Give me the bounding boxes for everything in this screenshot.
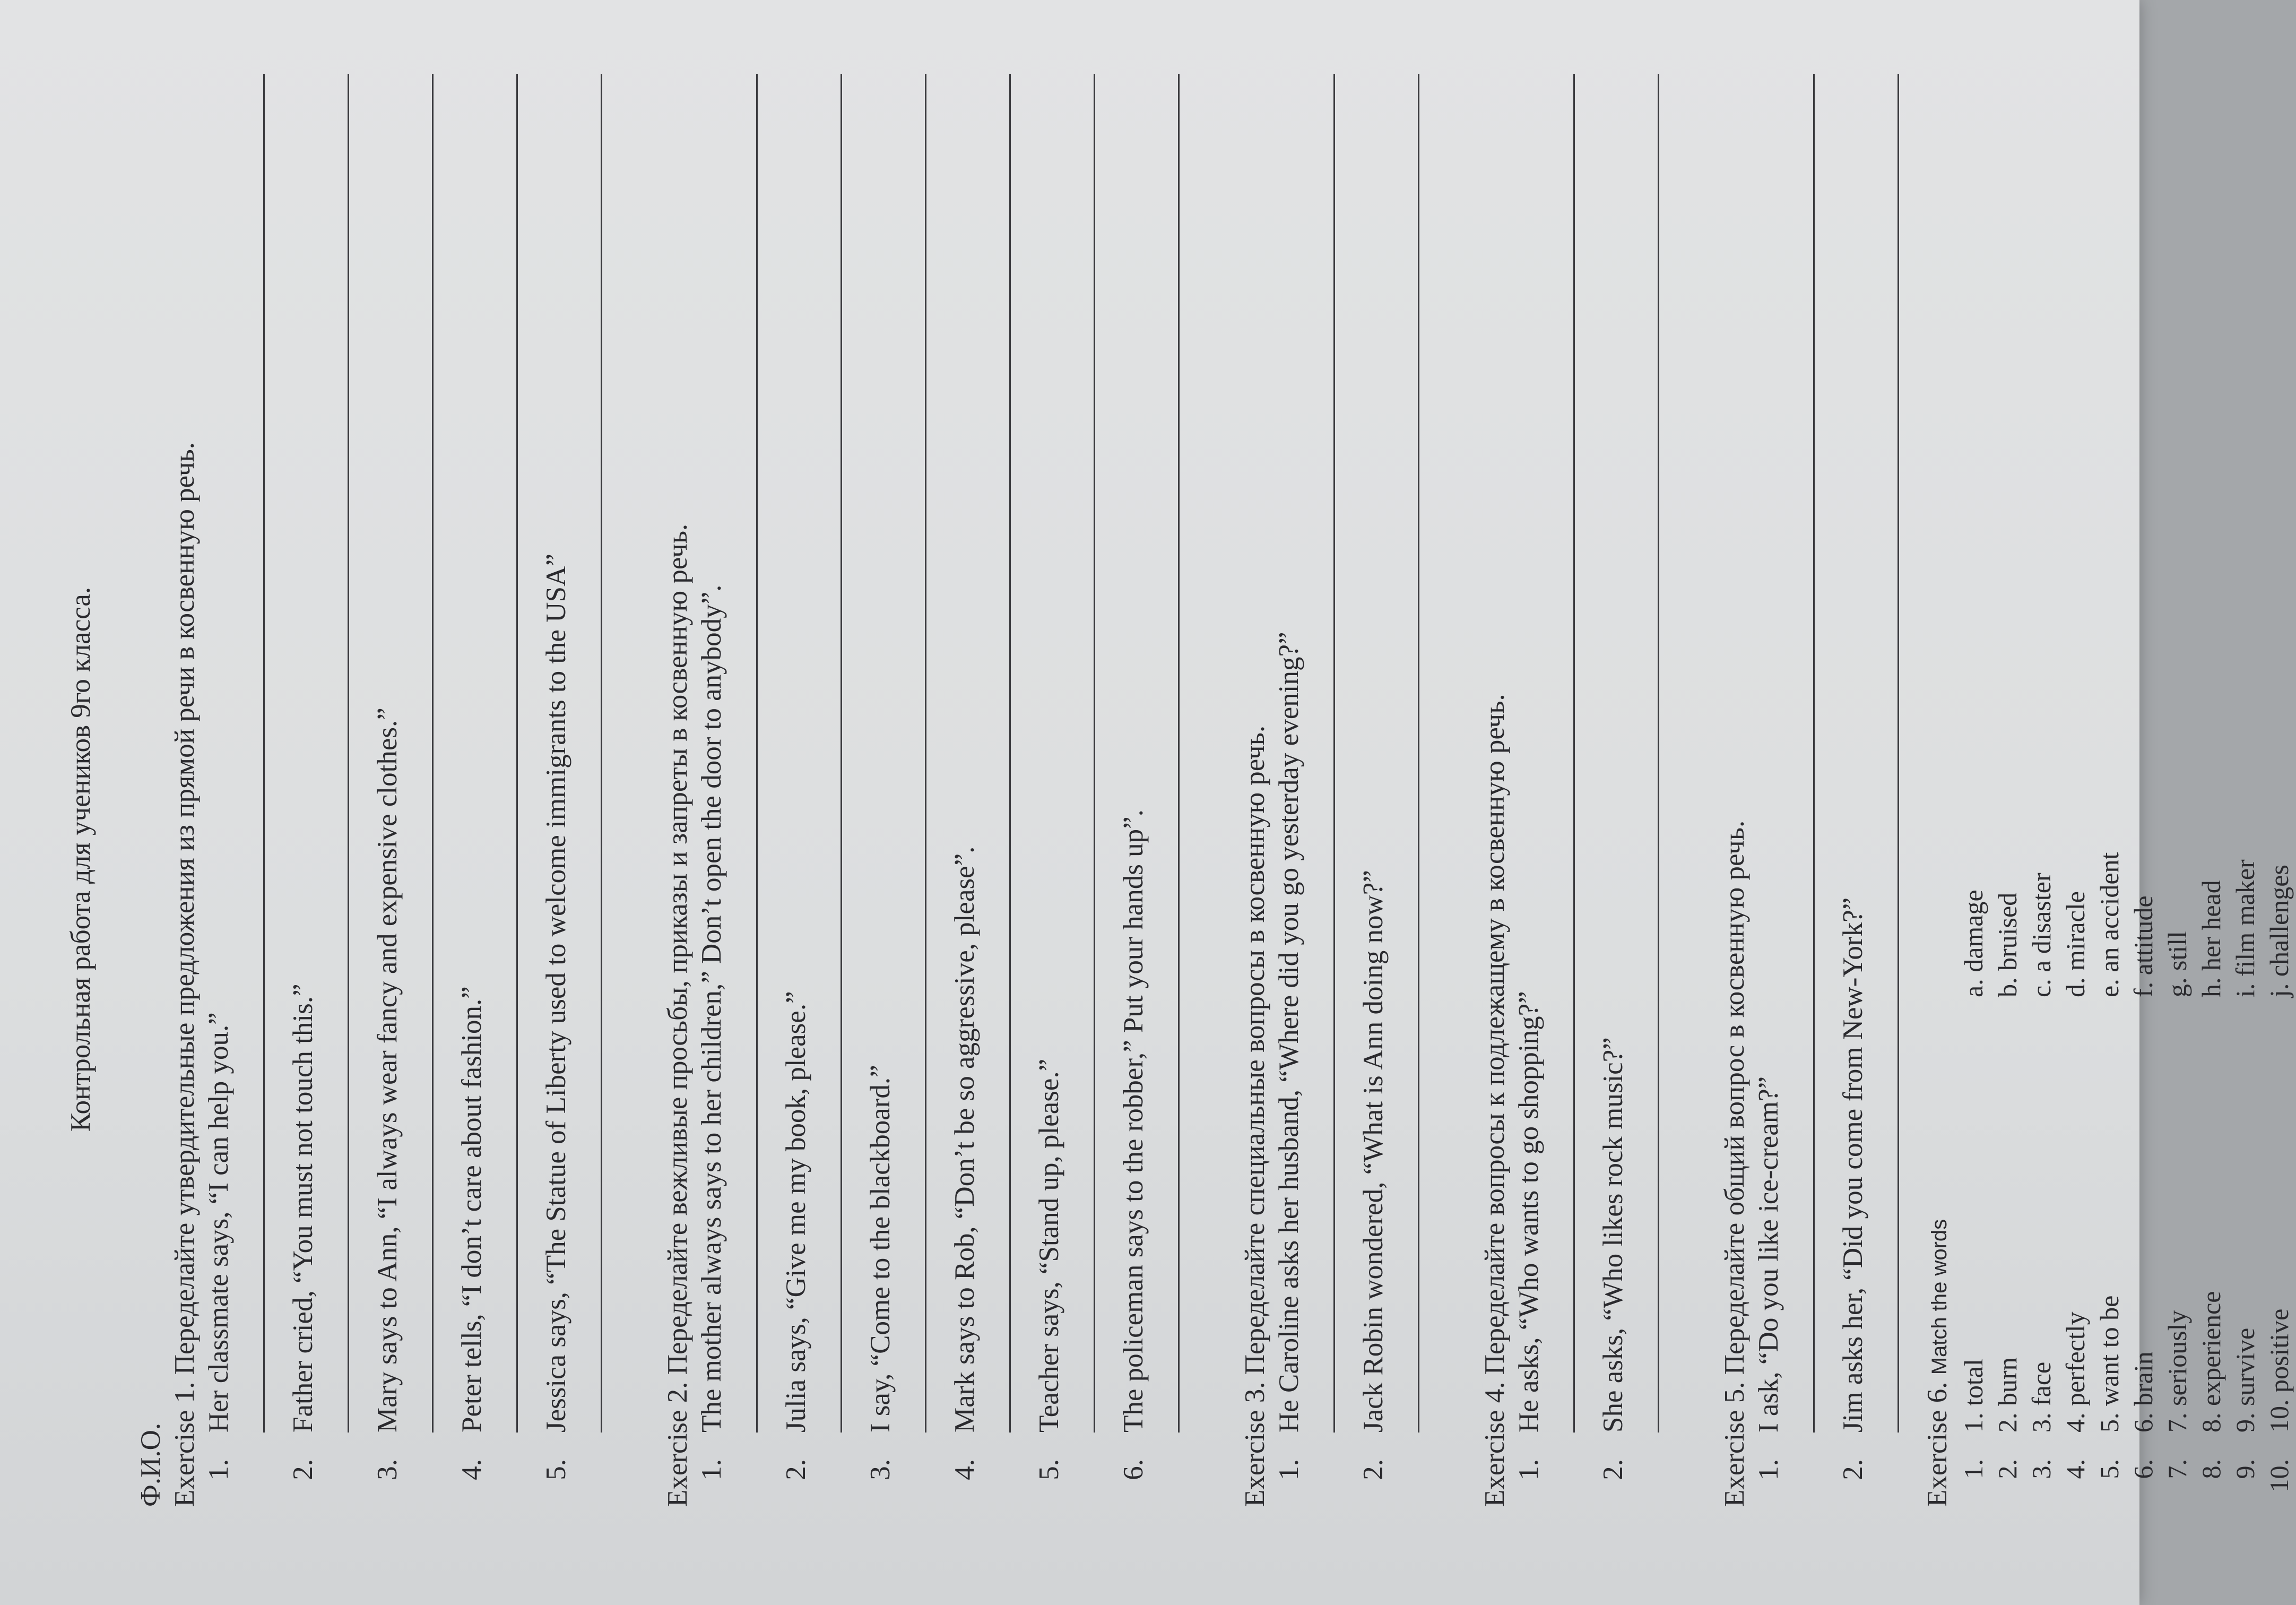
exercise-6-title [1920, 74, 1956, 1507]
match-number: 3. [2026, 1459, 2056, 1479]
answer-line[interactable] [925, 74, 926, 1433]
exercise-5-item-1 [1752, 74, 1786, 1507]
exercise-4-item-1 [1512, 74, 1546, 1507]
match-number: 7. [2162, 1459, 2192, 1479]
item-number: 4. [456, 1459, 487, 1480]
match-numbers [1956, 1433, 2296, 1507]
match-right-word: b. bruised [1992, 892, 2022, 997]
item-number: 4. [949, 1459, 980, 1480]
exercise-1-item-3 [370, 74, 404, 1507]
item-text: I ask, “Do you like ice-cream?” [1753, 1076, 1784, 1433]
item-text: He asks, “Who wants to go shopping?” [1513, 991, 1544, 1433]
match-right-word: j. challenges [2264, 865, 2294, 997]
exercise-5-item-2 [1836, 74, 1870, 1507]
answer-line[interactable] [1573, 74, 1575, 1433]
item-text: Julia says, “Give me my book, please.” [781, 991, 811, 1433]
item-text: She asks, “Who likes rock music?” [1598, 1037, 1628, 1433]
item-text: Teacher says, “Stand up, please.” [1034, 1058, 1064, 1433]
item-text: Peter tells, “I don’t care about fashion.” [456, 986, 487, 1433]
match-left-word: 8. experience [2196, 1291, 2226, 1433]
answer-line[interactable] [841, 74, 842, 1433]
exercise-3-title: Exercise 3. Переделайте специальные вопросы в косвенную речь. [1240, 725, 1270, 1507]
match-left-word: 9. survive [2230, 1327, 2260, 1433]
answer-line[interactable] [1094, 74, 1095, 1433]
item-text: Mark says to Rob, “Don’t be so aggressive, please”. [949, 846, 980, 1433]
spacer [1201, 74, 1238, 1507]
item-number: 2. [288, 1459, 318, 1480]
answer-line[interactable] [263, 74, 265, 1433]
exercise-5-title: Exercise 5. Переделайте общий вопрос в косвенную речь. [1719, 820, 1750, 1507]
exercise-6-label: Exercise 6. [1922, 1382, 1953, 1507]
item-text: Jessica says, “The Statue of Liberty used to welcome immigrants to the USA” [541, 554, 571, 1433]
match-left-word: 4. perfectly [2060, 1311, 2090, 1433]
item-text: Jack Robin wondered, “What is Ann doing now?” [1358, 870, 1389, 1433]
exercise-2-item-1 [695, 74, 729, 1507]
item-text: Her classmate says, “I can help you.” [203, 1012, 234, 1433]
exercise-2-item-6 [1116, 74, 1150, 1507]
match-number: 8. [2196, 1459, 2226, 1479]
answer-line[interactable] [1658, 74, 1659, 1433]
item-number: 1. [1753, 1459, 1784, 1480]
item-number: 3. [865, 1459, 896, 1480]
item-text: Mary says to Ann, “I always wear fancy and expensive clothes.” [372, 707, 403, 1433]
match-table [1956, 74, 2296, 1507]
exercise-2-title: Exercise 2. Переделайте вежливые просьбы, приказы и запреты в косвенную речь. [662, 523, 693, 1507]
exercise-1-item-4 [455, 74, 489, 1507]
exercise-6-subtitle: Match the words [1928, 1219, 1951, 1375]
item-number: 1. [696, 1459, 727, 1480]
answer-line[interactable] [1009, 74, 1011, 1433]
match-right-words [1956, 852, 2296, 997]
exercise-1-title: Exercise 1. Переделайте утвердительные предложения из прямой речи в косвенную речь. [169, 442, 200, 1507]
match-left-word: 6. brain [2128, 1351, 2158, 1433]
exercise-2-item-4 [948, 74, 982, 1507]
spacer [1680, 74, 1718, 1507]
match-left-word: 5. want to be [2094, 1295, 2124, 1433]
match-left-word: 3. face [2026, 1361, 2056, 1433]
item-number: 1. [1513, 1459, 1544, 1480]
item-number: 5. [541, 1459, 571, 1480]
match-number: 2. [1992, 1459, 2022, 1479]
exercise-4-item-2 [1596, 74, 1630, 1507]
match-number: 10. [2264, 1459, 2294, 1492]
item-number: 3. [372, 1459, 403, 1480]
answer-line[interactable] [516, 74, 518, 1433]
spacer [1441, 74, 1478, 1507]
match-left-word: 2. burn [1992, 1357, 2022, 1433]
item-number: 2. [1598, 1459, 1628, 1480]
exercise-2-item-3 [863, 74, 897, 1507]
answer-line[interactable] [1418, 74, 1419, 1433]
match-left-word: 7. seriously [2162, 1310, 2192, 1433]
answer-line[interactable] [348, 74, 349, 1433]
exercise-3-item-2 [1356, 74, 1390, 1507]
item-number: 1. [1273, 1459, 1304, 1480]
item-text: The mother always says to her children,” Don’t open the door to anybody”. [696, 584, 727, 1433]
exercise-2-item-2 [779, 74, 813, 1507]
answer-line[interactable] [756, 74, 758, 1433]
match-number: 5. [2094, 1459, 2124, 1479]
match-right-word: c. a disaster [2026, 873, 2056, 997]
answer-line[interactable] [1333, 74, 1335, 1433]
match-number: 1. [1959, 1459, 1988, 1479]
match-left-word: 1. total [1959, 1359, 1988, 1433]
answer-line[interactable] [432, 74, 434, 1433]
exercise-1-item-5 [539, 74, 573, 1507]
item-text: Jim asks her, “Did you come from New-York?” [1838, 897, 1868, 1433]
worksheet-content [64, 74, 2296, 1507]
match-number: 9. [2230, 1459, 2260, 1479]
item-text: Father cried, “You must not touch this.” [288, 983, 318, 1433]
answer-line[interactable] [1813, 74, 1815, 1433]
item-number: 2. [1358, 1459, 1389, 1480]
item-text: He Caroline asks her husband, “Where did you go yesterday evening?” [1273, 632, 1304, 1433]
name-field-label: Ф.И.О. [135, 1422, 166, 1507]
match-left-word: 10. positive [2264, 1308, 2294, 1433]
item-number: 2. [781, 1459, 811, 1480]
spacer [623, 74, 661, 1507]
page-title: Контрольная работа для учеников 9го класса. [65, 586, 96, 1132]
item-number: 2. [1838, 1459, 1868, 1480]
match-right-word: i. film maker [2230, 859, 2260, 997]
match-number: 4. [2060, 1459, 2090, 1479]
match-left-words [1956, 997, 2296, 1433]
item-text: The policeman says to the robber,” Put your hands up”. [1118, 809, 1149, 1433]
answer-line[interactable] [1178, 74, 1180, 1433]
answer-line[interactable] [601, 74, 602, 1433]
exercise-2-item-5 [1032, 74, 1066, 1507]
match-right-word: d. miracle [2060, 891, 2090, 997]
item-number: 5. [1034, 1459, 1064, 1480]
exercise-4-title: Exercise 4. Переделайте вопросы к подлежащему в косвенную речь. [1479, 694, 1510, 1507]
match-number: 6. [2128, 1459, 2158, 1479]
match-right-word: h. her head [2196, 880, 2226, 997]
match-right-word: e. an accident [2094, 852, 2124, 997]
match-right-word: f. attitude [2128, 895, 2158, 997]
match-right-word: a. damage [1959, 890, 1988, 997]
item-number: 1. [203, 1459, 234, 1480]
exercise-1-item-1 [202, 74, 236, 1507]
exercise-3-item-1 [1272, 74, 1306, 1507]
answer-line[interactable] [1898, 74, 1899, 1433]
item-text: I say, “Come to the blackboard.” [865, 1065, 896, 1433]
match-right-word: g. still [2162, 930, 2192, 997]
exercise-1-item-2 [286, 74, 320, 1507]
item-number: 6. [1118, 1459, 1149, 1480]
